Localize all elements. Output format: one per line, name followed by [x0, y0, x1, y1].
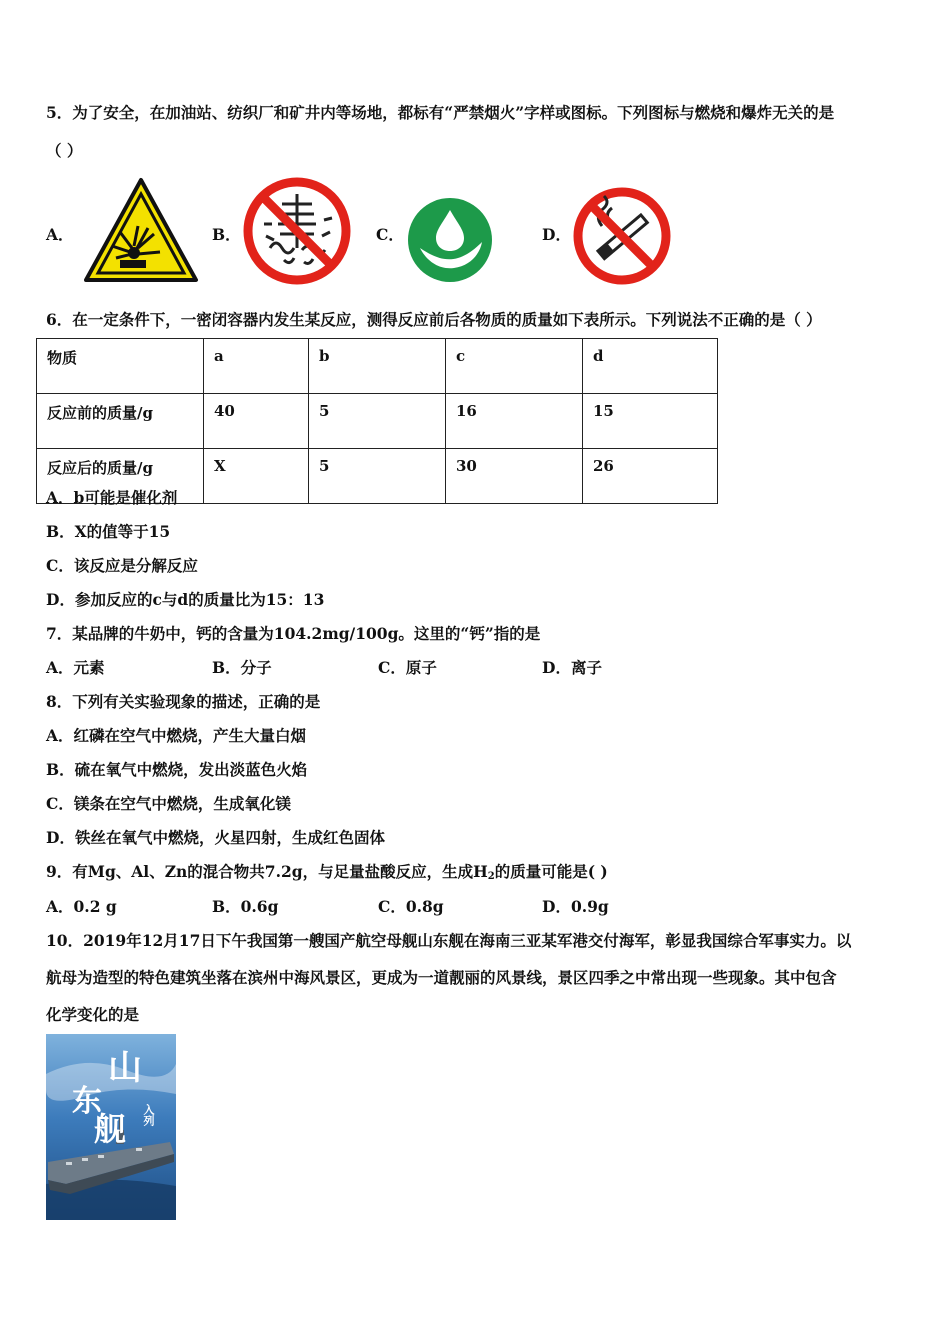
table-cell: 5 — [309, 449, 446, 504]
q8-option-b: B．硫在氧气中燃烧，发出淡蓝色火焰 — [46, 760, 308, 779]
table-cell: 反应前的质量/g — [37, 394, 204, 449]
table-header-cell: a — [204, 339, 309, 394]
q7-option-d: D．离子 — [542, 658, 602, 677]
no-smoking-icon — [572, 186, 672, 286]
q9-stem — [46, 860, 608, 882]
q9-option-b: B．0.6g — [212, 897, 279, 916]
ship-title-char-2: 东 — [72, 1084, 102, 1119]
q9-option-d: D．0.9g — [542, 897, 609, 916]
no-fireworks-icon — [242, 176, 352, 286]
q10-stem-line2: 航母为造型的特色建筑坐落在滨州中海风景区，更成为一道靓丽的风景线，景区四季之中常出现一些现象。其中包含 — [46, 968, 837, 987]
ship-side-text: 入列 — [142, 1104, 155, 1126]
table-cell: 16 — [446, 394, 583, 449]
q5-stem-line2: （ ） — [46, 141, 83, 160]
q10-stem-line1: 10．2019年12月17日下午我国第一艘国产航空母舰山东舰在海南三亚某军港交付海军，彰显我国综合军事实力。以 — [46, 931, 852, 950]
table-cell: X — [204, 449, 309, 504]
ship-title-char-1: 山 — [108, 1048, 142, 1088]
q6-option-b: B．X的值等于15 — [46, 522, 171, 541]
q5-option-b-label: B． — [212, 225, 241, 244]
q5-option-a-label: A． — [46, 225, 74, 244]
mass-table — [36, 338, 718, 504]
q6-option-a: A．b可能是催化剂 — [46, 488, 178, 507]
q7-option-c: C．原子 — [378, 658, 437, 677]
table-header-row — [37, 339, 718, 394]
q7-stem: 7．某品牌的牛奶中，钙的含量为104.2mg/100g。这里的“钙”指的是 — [46, 624, 541, 643]
q5-icon-options — [46, 176, 696, 286]
ship-title-char-3: 舰 — [94, 1110, 127, 1148]
q9-stem-pre: 9．有Mg、Al、Zn的混合物共7.2g，与足量盐酸反应，生成H — [46, 862, 488, 881]
table-row — [37, 394, 718, 449]
q9-stem-subscript: 2 — [487, 871, 495, 882]
q9-option-a: A．0.2 g — [46, 897, 117, 916]
table-header-cell: d — [583, 339, 718, 394]
table-cell: 5 — [309, 394, 446, 449]
table-header-cell: c — [446, 339, 583, 394]
q7-option-b: B．分子 — [212, 658, 272, 677]
q8-stem: 8．下列有关实验现象的描述，正确的是 — [46, 692, 321, 711]
table-cell: 反应后的质量/g — [37, 449, 204, 504]
q10-stem-line3: 化学变化的是 — [46, 1005, 140, 1024]
q9-option-c: C．0.8g — [378, 897, 444, 916]
q7-option-a: A．元素 — [46, 658, 105, 677]
q5-stem-line1: 5．为了安全，在加油站、纺织厂和矿井内等场地，都标有“严禁烟火”字样或图标。下列图标与燃烧和爆炸无关的是 — [46, 103, 835, 122]
q8-option-a: A．红磷在空气中燃烧，产生大量白烟 — [46, 726, 307, 745]
table-cell: 26 — [583, 449, 718, 504]
q6-option-d: D．参加反应的c与d的质量比为15：13 — [46, 590, 325, 609]
water-saving-icon — [406, 196, 494, 284]
table-cell: 30 — [446, 449, 583, 504]
q6-option-c: C．该反应是分解反应 — [46, 556, 198, 575]
table-cell: 15 — [583, 394, 718, 449]
aircraft-carrier-image — [46, 1034, 176, 1220]
table-header-cell: 物质 — [37, 339, 204, 394]
q5-option-c-label: C． — [376, 225, 404, 244]
q5-option-d-label: D． — [542, 225, 571, 244]
q8-option-d: D．铁丝在氧气中燃烧，火星四射，生成红色固体 — [46, 828, 385, 847]
q6-stem: 6．在一定条件下，一密闭容器内发生某反应，测得反应前后各物质的质量如下表所示。下列说法不正确的是（ ） — [46, 310, 822, 329]
explosive-warning-icon — [82, 176, 200, 284]
q9-stem-post: 的质量可能是( ) — [494, 862, 608, 881]
table-cell: 40 — [204, 394, 309, 449]
q8-option-c: C．镁条在空气中燃烧，生成氧化镁 — [46, 794, 291, 813]
table-header-cell: b — [309, 339, 446, 394]
